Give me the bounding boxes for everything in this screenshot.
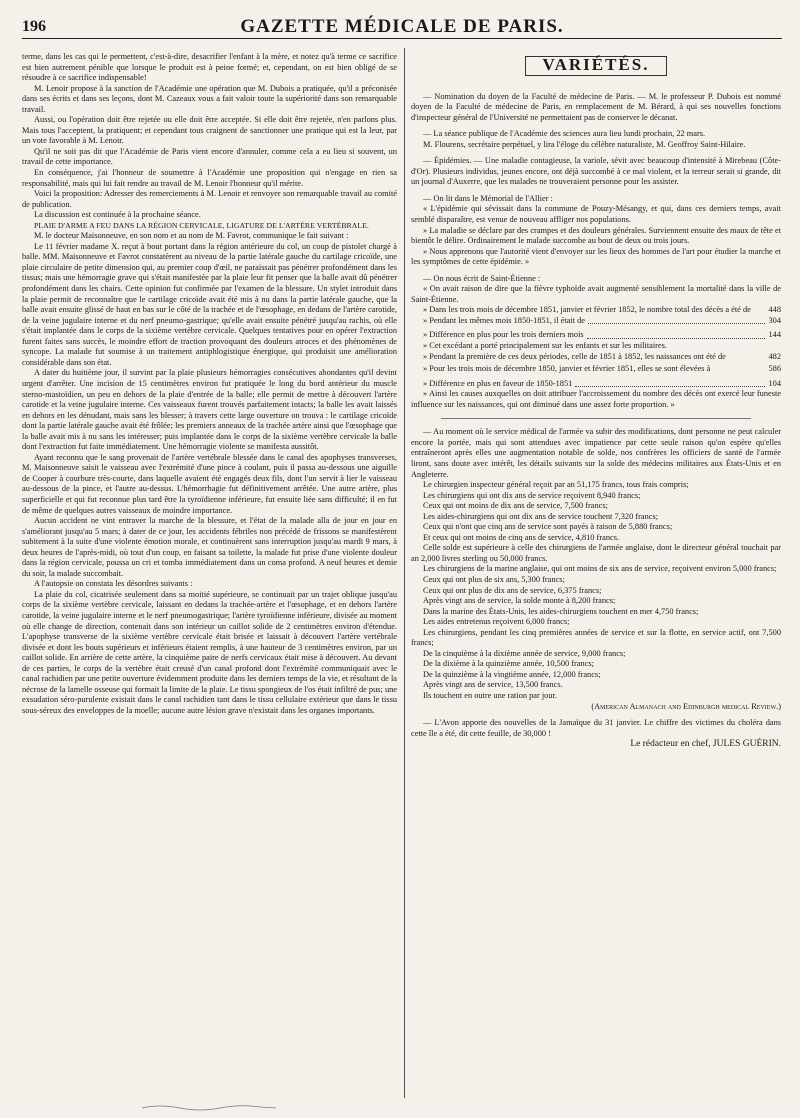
paragraph: Ayant reconnu que le sang provenait de l'artère vertébrale blessée dans le canal des apophyses transverses, M. Maisonneuve saisit le vaisseau avec l'extrémité d'une pince à coulant, puis il passa au-dessous une aiguille de Cooper à courbure très-courte, dans laquelle avaient été engagés deux fils, dont l'un servit à lier le vaisseau au-dessous de la pince, et l'autre au-dessus. L'hémorrhagie fut définitivement arrêtée. Une autre artère, plus superficielle et qui fut reconnue plus tard être la tyroïdienne inférieure, fut ensuite liée sans difficulté; il en fut de même de quelques autres vaisseaux de moindre importance. <box>22 452 397 515</box>
source-citation: (American Almanach and Edinburgh medical Review.) <box>591 701 781 711</box>
journal-title: GAZETTE MÉDICALE DE PARIS. <box>240 16 564 37</box>
stat-label: » Pendant les mêmes mois 1850-1851, il était de <box>423 315 585 325</box>
printer-mark <box>140 1103 280 1111</box>
pay-line: Les aides entretenus reçoivent 6,000 francs; <box>423 617 570 627</box>
stat-row <box>411 305 781 316</box>
news-item: — Épidémies. — Une maladie contagieuse, la variole, sévit avec beaucoup d'intensité à Mirebeau (Côte-d'Or). Plusieurs individus, jeunes encore, ont déjà succombé à ce mal violent, et la terreur serait si grande, dit un journal d'Auxerre, que les malades ne trouveraient personne pour les assister. <box>411 156 781 187</box>
stat-label: » Dans les trois mois de décembre 1851, janvier et février 1852, le nombre total des décès a été de <box>423 305 751 315</box>
pay-line: Ceux qui ont plus de six ans, 5,300 francs; <box>423 574 565 584</box>
pay-line: Et ceux qui ont moins de cinq ans de service, 4,810 francs. <box>423 532 620 542</box>
paragraph: Aussi, ou l'opération doit être rejetée ou elle doit être acceptée. Si elle doit être rejetée, n'en parlons plus. Mais tous l'acceptent, la pratiquent; et cependant tous craignent de sanctionner une pratique qui est la leur, par un vote favorable à M. Lenoir. <box>22 115 397 146</box>
pay-line: Ceux qui ont plus de dix ans de service, 6,375 francs; <box>423 585 602 595</box>
stat-value: 448 <box>768 305 781 315</box>
paragraph: terme, dans les cas qui le permettent, c'est-à-dire, desacrifier l'enfant à la mère, et notez qu'à terme ce sacrifice est bien autrement pénible que lorsque le produit est à peine formé; et, cependant, on est bien obligé de se résoudre à ce sacrifice indispensable! <box>22 52 397 83</box>
stat-value: 304 <box>768 315 781 325</box>
leader-dots <box>575 386 765 387</box>
pay-line: Les aides-chirurgiens qui ont dix ans de service touchent 7,320 francs; <box>423 511 659 521</box>
stat-value: 586 <box>768 364 781 374</box>
pay-line: Après vingt ans de service, la solde monte à 8,200 francs; <box>423 596 616 606</box>
pay-line: Les chirurgiens de la marine anglaise, qui ont moins de six ans de service, reçoivent environ 5,000 francs; <box>423 564 777 574</box>
paragraph: La plaie du col, cicatrisée seulement dans sa moitié supérieure, se continuait par un trajet oblique jusqu'au corps de la sixième vertèbre cervicale, laissant en dedans la trachée-artère et l'œsophage, et en dehors l'artère carotide, la veine jugulaire interne et le nerf pneumogastrique; l'artère tyroïdienne inférieure, divisée au moment où elle change de direction, contenait dans son intérieur un caillot solide de 2 centimètres environ d'étendue. L'apophyse transverse de la sixième vertèbre cervicale était brisée et laissait à découvert l'artère vertébrale divisée et dont les bouts supérieurs et inférieurs étaient remplis, à une hauteur de 3 centimètres environ, par un caillot solide. En arrière de cette artère, la cinquième paire de nerfs cervicaux était mise à découvert. Au devant de ces parties, le corps de la vertèbre était creusé d'un canal profond dont l'extrémité communiquait avec le canal rachidien par une petite ouverture évidemment produite dans les derniers temps de la vie, et résultant de la nécrose de la lamelle osseuse qui formait la limite de la plaie. Le tissu spongieux de l'os était infiltré de pus; une exsudation séro-purulente existait dans le canal rachidien tant dans le tissu cellulaire extérieur que dans le tissu sous-séreux des enveloppes de la moelle; aucune autre lésion grave n'existait dans les organes importants. <box>22 589 397 715</box>
paragraph: Aucun accident ne vint entraver la marche de la blessure, et l'état de la malade alla de jour en jour en s'améliorant jusqu'au 5 mars; à dater de ce jour, les accidents fébriles non précédé de frissons se manifestèrent subitement à la suite d'une violente émotion morale, et continuèrent sans interruption jusqu'au mardi 9 mars, à deux heures de l'après-midi, où tout d'un coup, en faisant sa toilette, la malade fut prise d'une violente douleur dans la région cervicale, poussa un cri et tomba immédiatement dans un coma profond. A neuf heures et demie du soir, la malade succombait. <box>22 516 397 578</box>
stat-row <box>411 330 781 341</box>
stat-value: 144 <box>768 330 781 340</box>
page-header <box>22 12 782 39</box>
stat-label: » Pendant la première de ces deux périodes, celle de 1851 à 1852, les naissances ont été de <box>423 351 726 361</box>
news-item: » Cet excédant a porté principalement sur les enfants et sur les militaires. <box>423 341 667 351</box>
pay-line: Les chirurgiens, pendant les cinq premières années de service et sur la flotte, en service actif, ont 7,500 francs; <box>411 627 781 648</box>
pay-line: Ils touchent en outre une ration par jour. <box>423 690 557 700</box>
column-divider <box>404 48 405 1098</box>
pay-line: Après vingt ans de service, 13,500 francs. <box>423 680 563 690</box>
stat-value: 482 <box>768 351 781 361</box>
leader-dots <box>587 338 766 339</box>
paragraph: En conséquence, j'ai l'honneur de soumettre à l'Académie une proposition qui n'engage en rien sa responsabilité, mais qui lui fait rendre au travail de M. Lenoir l'honneur qu'il mérite. <box>22 168 397 188</box>
paragraph: M. Lenoir propose à la sanction de l'Académie une opération que M. Dubois a pratiquée, qu'il a préconisée dans ses écrits et dans ses leçons, dont M. Cazeaux vous a fait valoir toute la supériorité dans son remarquable travail. <box>22 83 397 114</box>
page-number: 196 <box>22 18 46 35</box>
news-item: » Nous apprenons que l'autorité vient d'envoyer sur les lieux des hommes de l'art pour étudier la marche et les symptômes de cette épidémie. » <box>411 246 781 267</box>
pay-line: Ceux qui n'ont que cinq ans de service sont payés à raison de 5,880 francs; <box>423 522 673 532</box>
paragraph: La discussion est continuée à la prochaine séance. <box>34 210 201 220</box>
leader-dots <box>588 323 766 324</box>
news-item: « On avait raison de dire que la fièvre typhoïde avait augmenté sensiblement la mortalité dans la ville de Saint-Étienne. <box>411 284 781 304</box>
news-item: « L'épidémie qui sévissait dans la commune de Pouzy-Mésangy, et qui, dans ces derniers temps, avait semblé disparaître, est venue de nouveau affliger nos populations. <box>411 204 781 225</box>
stat-label: » Différence en plus pour les trois derniers mois <box>423 330 584 340</box>
stat-value: 104 <box>768 378 781 388</box>
paragraph: A l'autopsie on constata les désordres suivants : <box>34 579 193 589</box>
news-item: — La séance publique de l'Académie des sciences aura lieu lundi prochain, 22 mars. <box>423 129 706 139</box>
stat-row <box>411 364 781 375</box>
pay-line: De la cinquième à la dixième année de service, 9,000 francs; <box>423 648 626 658</box>
left-column <box>22 52 397 716</box>
section-title: PLAIE D'ARME A FEU DANS LA RÉGION CERVICALE, LIGATURE DE L'ARTÈRE VERTÉBRALE. <box>34 220 369 230</box>
pay-line: Dans la marine des États-Unis, les aides-chirurgiens touchent en mer 4,750 francs; <box>423 606 699 616</box>
news-item: — L'Avon apporte des nouvelles de la Jamaïque du 31 janvier. Le chiffre des victimes du choléra dans cette île a été, dit cette feuille, de 30,000 ! <box>411 718 781 738</box>
pay-line: Le chirurgien inspecteur général reçoit par an 51,175 francs, tous frais compris; <box>423 480 689 490</box>
editor-signoff: Le rédacteur en chef, JULES GUÉRIN. <box>630 739 781 750</box>
paragraph: Voici la proposition: Adresser des remerciements à M. Lenoir et renvoyer son remarquable travail au comité de publication. <box>22 189 397 209</box>
stat-row <box>411 379 781 390</box>
section-banner: VARIÉTÉS. <box>525 56 667 76</box>
separator-rule <box>441 418 751 419</box>
pay-line: Celle solde est supérieure à celle des chirurgiens de l'armée anglaise, dont le directeur général touchait par an 2,000 livres sterling ou 50,000 francs. <box>411 543 781 563</box>
paragraph: Le 11 février madame X. reçut à bout portant dans la région antérieure du col, un coup de pistolet chargé à balle. MM. Maisonneuve et Favrot constatèrent au niveau de la partie latérale gauche du cartilage cricoïde, une plaie circulaire de petite dimension qui, au premier coup d'œil, ne paraissait pas pénétrer profondément dans les tissus; mais une hémorragie grave qui s'était manifestée par la plaie leur fit penser que la balle avait dû pénétrer profondément dans les chairs. Cette opinion fut confirmée par l'examen de la blessure. Un stylet introduit dans la plaie permit de reconnaître que le cartilage cricoïde avait été mis à nu dans la partie latérale gauche, que la balle avait ensuite glissé de haut en bas sur le côté de la trachée et de l'œsophage, en dedans de l'artère carotide, de la veine jugulaire interne et du nerf pneumo-gastrique; qu'elle avait ensuite pénétré jusqu'au rachis, où elle s'était implantée dans le corps de la sixième vertèbre cervicale. Quelques tentatives pour en opérer l'extraction furent faites sans succès, le moindre effort de traction provoquant des douleurs atroces et des phénomènes de syncope. La malade fut soumise à un traitement antiphlogistique énergique, qui produisit une amélioration considérable dans son état. <box>22 241 397 367</box>
pay-line: De la quinzième à la vingtième année, 12,000 francs; <box>423 669 601 679</box>
stat-label: » Différence en plus en faveur de 1850-1851 <box>423 378 573 388</box>
paragraph: A dater du huitième jour, il survint par la plaie plusieurs hémorragies consécutives abondantes qu'il devint urgent d'arrêter. Une incision de 15 centimètres environ fut pratiquée le long du bord antérieur du muscle sterno-mastoïdien, un peu en dehors de la plaie d'entrée de la balle; elle permit de mettre à découvert l'artère carotide et la veine jugulaire interne. Ces vaisseaux furent trouvés parfaitement intacts; la balle les avait laissés en dehors en les dénudant, mais sans les blesser; à travers cette large ouverture on trouva : le cartilage cricoïde dont la partie latérale gauche avait été frôlée; les premiers anneaux de la trachée artère ainsi que l'œsophage que la balle avait mis à nu sans les intéresser; puis implantée dans le corps de la sixième vertèbre cervicale la balle dont l'extraction fut faite immédiatement. Une hémorragie violente se manifesta aussitôt. <box>22 368 397 452</box>
news-item: — On nous écrit de Saint-Étienne : <box>423 273 541 283</box>
news-item: — Au moment où le service médical de l'armée va subir des modifications, dont personne ne peut calculer encore la portée, mais qui sont attendues avec impatience par cette seule raison qu'on espère qu'elles entraîneront après elles une augmentation notable de solde, nos confrères les officiers de santé de l'armée liront, sans doute avec intérêt, les détails suivants sur la solde des médecins militaires aux États-Unis et en Angleterre. <box>411 427 781 479</box>
stat-row <box>411 316 781 327</box>
news-item: » La maladie se déclare par des crampes et des douleurs générales. Surviennent ensuite des maux de tête et bientôt le délire. Ordinairement le malade succombe au bout de deux ou trois jours. <box>411 225 781 246</box>
right-column <box>411 52 781 750</box>
news-item: — Nomination du doyen de la Faculté de médecine de Paris. — M. le professeur P. Dubois est nommé doyen de la Faculté de médecine de Paris, en remplacement de M. Bérard, à qui ses nouvelles fonctions d'inspecteur général de l'Université ne permettaient pas de conserver le décanat. <box>411 91 781 122</box>
paragraph: M. le docteur Maisonneuve, en son nom et au nom de M. Favrot, communique le fait suivant : <box>34 231 349 241</box>
pay-line: Les chirurgiens qui ont dix ans de service reçoivent 8,940 francs; <box>423 490 641 500</box>
news-item: — On lit dans le Mémorial de l'Allier : <box>423 193 553 203</box>
pay-line: Ceux qui ont moins de dix ans de service, 7,500 francs; <box>423 501 608 511</box>
news-item: » Ainsi les causes auxquelles on doit attribuer l'accroissement du nombre des décès ont exercé leur funeste influence sur les naissances, qui ont diminué dans une assez forte proportion. » <box>411 389 781 409</box>
news-item: M. Flourens, secrétaire perpétuel, y lira l'éloge du célèbre naturaliste, M. Geoffroy Saint-Hilaire. <box>423 139 746 149</box>
stat-label: » Pour les trois mois de décembre 1850, janvier et février 1851, elles se sont élevées à <box>423 364 711 374</box>
stat-row <box>411 352 781 363</box>
paragraph: Qu'il ne soit pas dit que l'Académie de Paris vient encore d'annuler, comme cela a eu lieu si souvent, un travail de cette importance. <box>22 146 397 167</box>
pay-line: De la dixième à la quinzième année, 10,500 francs; <box>423 659 594 669</box>
